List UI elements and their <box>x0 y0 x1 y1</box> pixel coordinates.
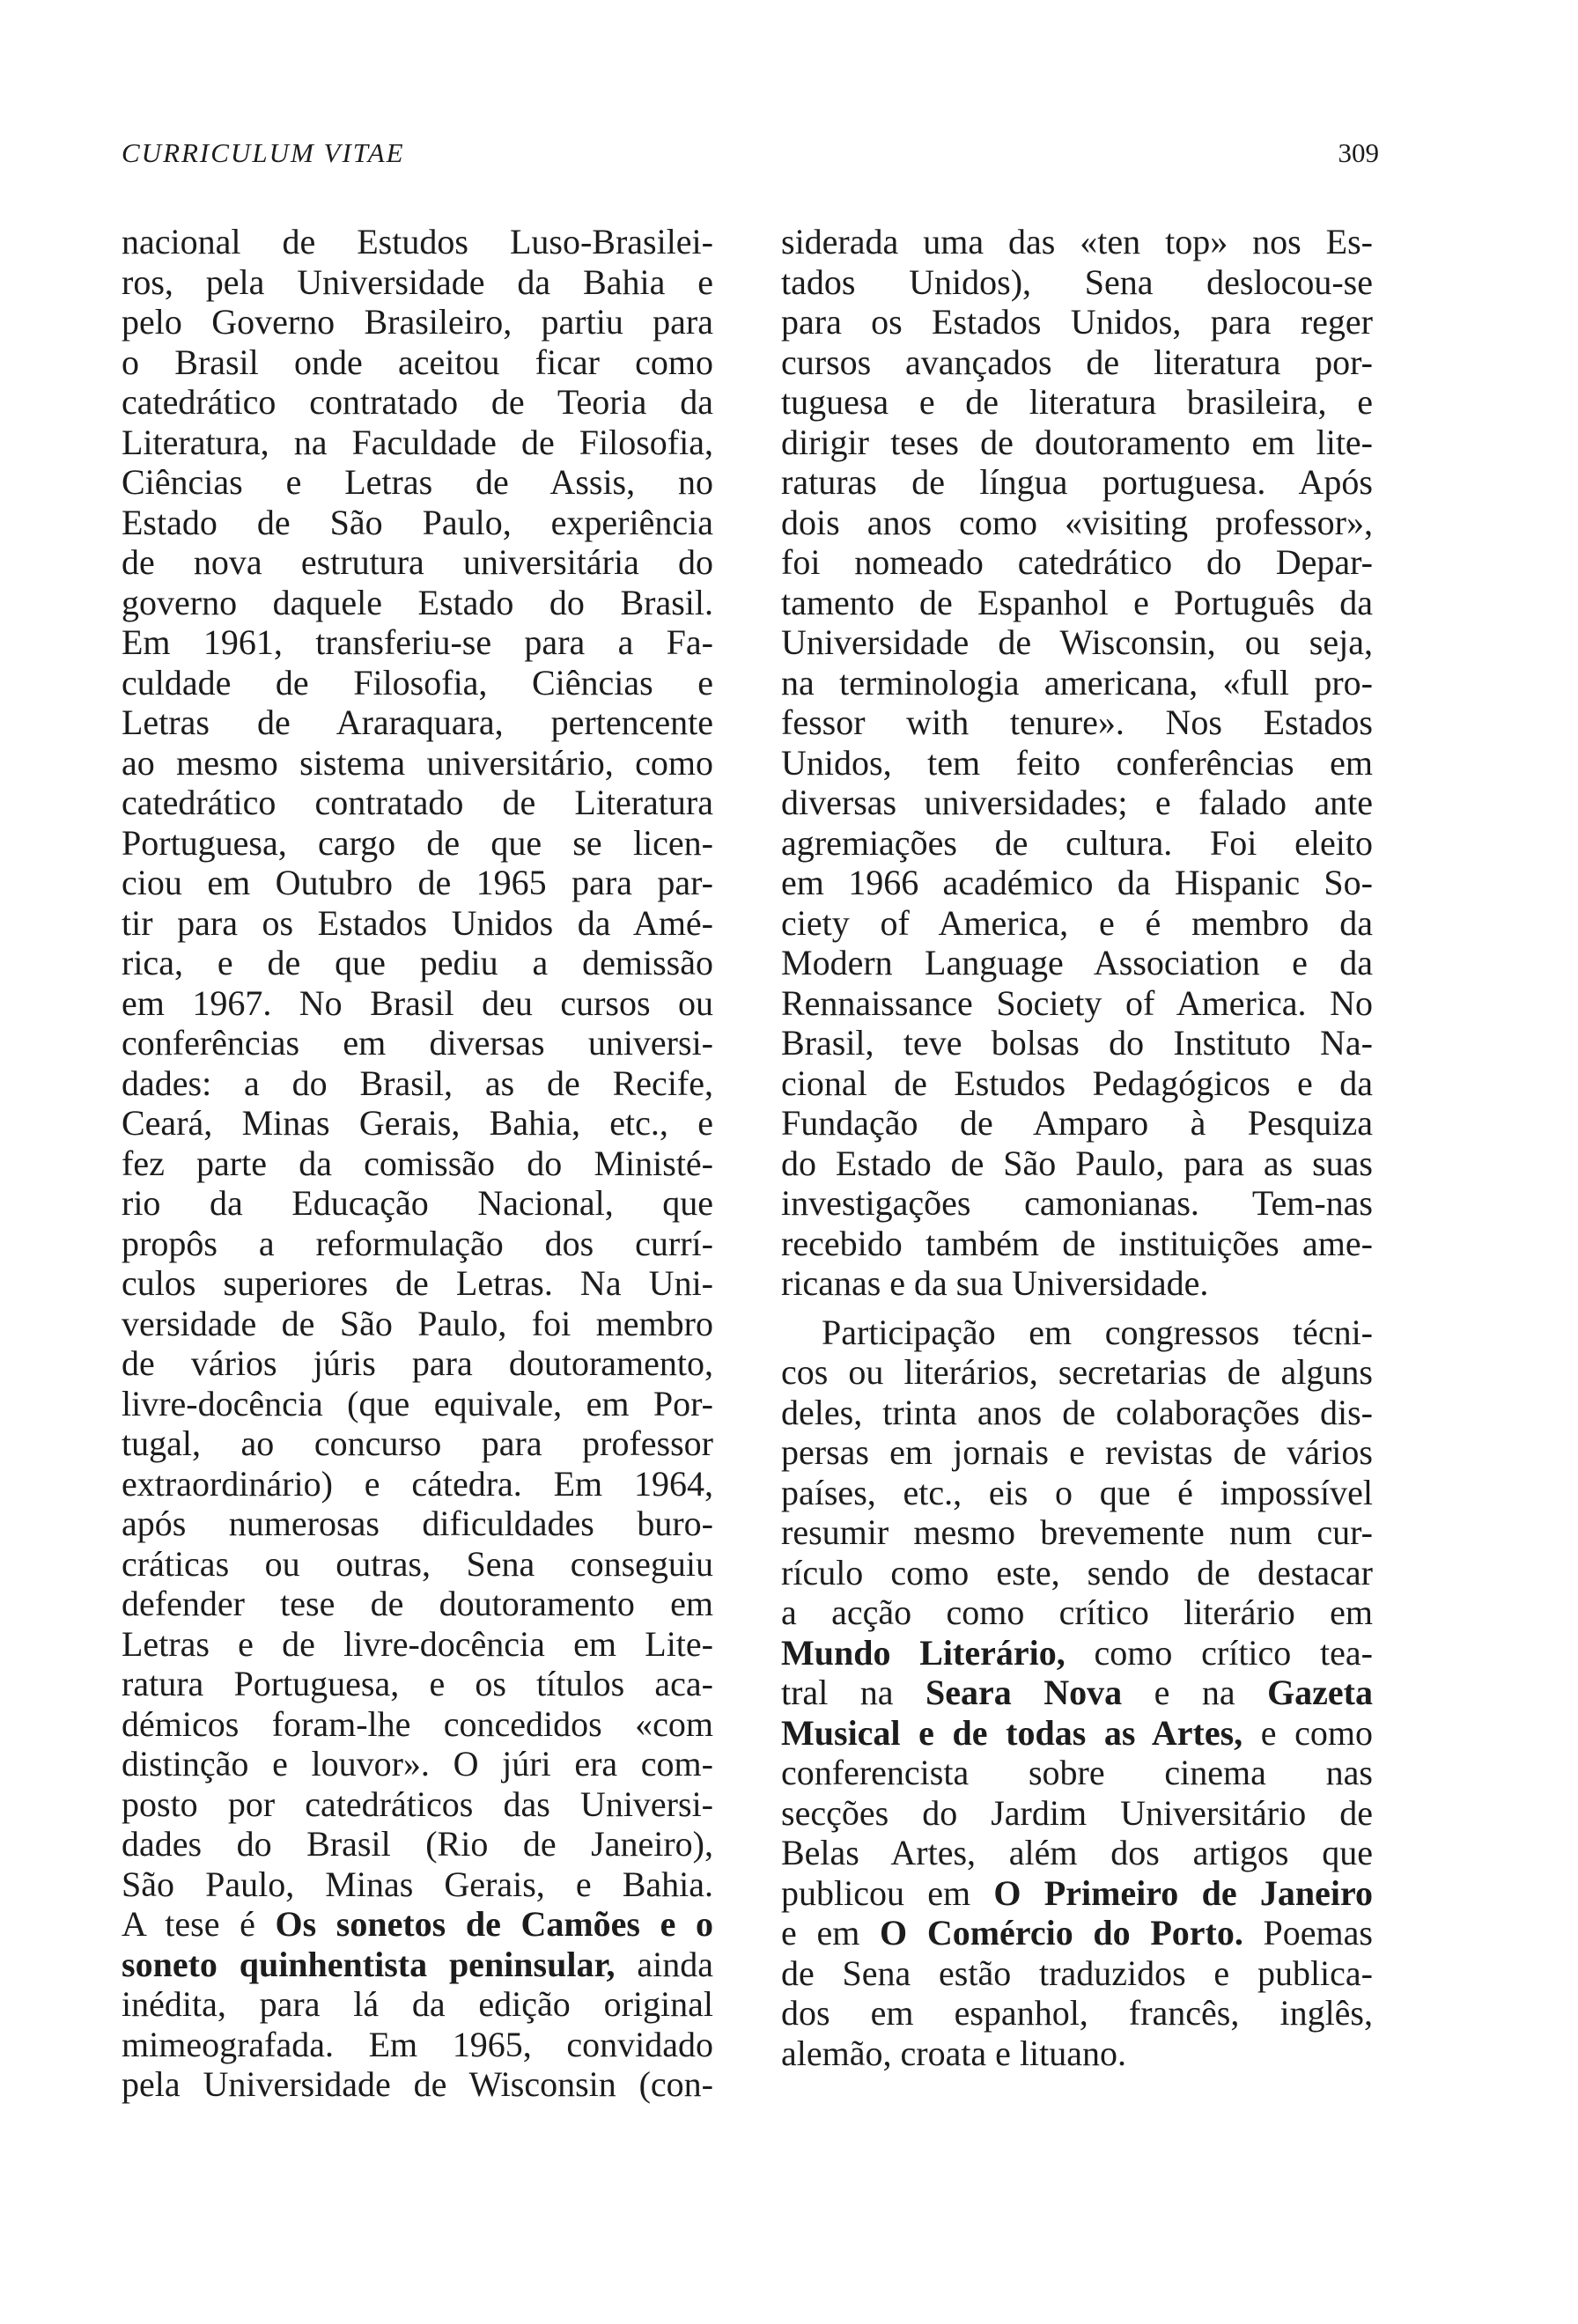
right-paragraph-2 <box>781 1313 1373 2074</box>
text-line: fez parte da comissão do Ministé- <box>122 1143 713 1183</box>
text-line: Em 1961, transferiu-se para a Fa- <box>122 622 713 662</box>
text-line: rica, e de que pediu a demissão <box>122 943 713 982</box>
text-run: tral na <box>781 1673 925 1712</box>
text-line: inédita, para lá da edição original <box>122 1984 713 2024</box>
text-line: ciety of America, e é membro da <box>781 902 1373 943</box>
text-line: para os Estados Unidos, para reger <box>781 302 1373 342</box>
text-line: rio da Educação Nacional, que <box>122 1183 713 1223</box>
text-line <box>781 1873 1373 1914</box>
text-line <box>781 1713 1373 1754</box>
text-line: tados Unidos), Sena deslocou-se <box>781 261 1373 302</box>
text-line: catedrático contratado de Teoria da <box>122 382 713 422</box>
text-line: diversas universidades; e falado ante <box>781 783 1373 822</box>
text-line: Estado de São Paulo, experiência <box>122 502 713 542</box>
text-line: ricanas e da sua Universidade. <box>781 1263 1209 1303</box>
text-line: cursos avançados de literatura por- <box>781 342 1373 382</box>
text-line: a acção como crítico literário em <box>781 1592 1373 1632</box>
text-line: governo daquele Estado do Brasil. <box>122 582 713 622</box>
text-line: cráticas ou outras, Sena conseguiu <box>122 1543 713 1584</box>
text-line <box>781 1673 1373 1713</box>
text-run: publicou em <box>781 1872 994 1913</box>
text-line: mimeografada. Em 1965, convidado <box>122 2024 713 2064</box>
text-line: Letras de Araraquara, pertencente <box>122 702 713 742</box>
text-line <box>781 1633 1373 1673</box>
text-line: dos em espanhol, francês, inglês, <box>781 1993 1373 2033</box>
text-line: dois anos como «visiting professor», <box>781 502 1373 542</box>
text-line: ciou em Outubro de 1965 para par- <box>122 863 713 902</box>
text-line: recebido também de instituições ame- <box>781 1223 1373 1263</box>
text-line: ros, pela Universidade da Bahia e <box>122 261 713 302</box>
right-column <box>781 222 1373 2073</box>
text-line: conferências em diversas universi- <box>122 1023 713 1063</box>
text-line: posto por catedráticos das Universi- <box>122 1783 713 1824</box>
text-line: culos superiores de Letras. Na Uni- <box>122 1263 713 1303</box>
text-line: agremiações de cultura. Foi eleito <box>781 822 1373 863</box>
text-line: alemão, croata e lituano. <box>781 2033 1127 2073</box>
running-head: CURRICULUM VITAE <box>122 137 405 168</box>
text-line: Ciências e Letras de Assis, no <box>122 462 713 502</box>
text-line: Participação em congressos técni- <box>822 1312 1373 1352</box>
text-line: Universidade de Wisconsin, ou seja, <box>781 622 1373 662</box>
text-line: foi nomeado catedrático do Depar- <box>781 542 1373 582</box>
text-line <box>122 1945 713 1985</box>
thesis-title: soneto quinhentista peninsular, <box>122 1944 616 1984</box>
text-run: e na <box>1122 1673 1268 1712</box>
periodical-title: Musical e de todas as Artes, <box>781 1712 1243 1753</box>
text-line: tugal, ao concurso para professor <box>122 1423 713 1463</box>
text-line: países, etc., eis o que é impossível <box>781 1472 1373 1512</box>
text-line: Portuguesa, cargo de que se licen- <box>122 822 713 863</box>
text-run: Poemas <box>1242 1913 1373 1953</box>
text-line: ao mesmo sistema universitário, como <box>122 742 713 783</box>
text-line: cos ou literários, secretarias de alguns <box>781 1352 1373 1392</box>
text-line: o Brasil onde aceitou ficar como <box>122 342 713 382</box>
text-line: Unidos, tem feito conferências em <box>781 742 1373 783</box>
text-line: deles, trinta anos de colaborações dis- <box>781 1392 1373 1432</box>
text-run: como crítico tea- <box>1065 1632 1373 1673</box>
text-line: São Paulo, Minas Gerais, e Bahia. <box>122 1864 713 1904</box>
text-line: de vários júris para doutoramento, <box>122 1343 713 1383</box>
text-run: A tese é <box>122 1904 276 1944</box>
text-line: versidade de São Paulo, foi membro <box>122 1303 713 1343</box>
left-column <box>122 222 713 2105</box>
page-number: 309 <box>1338 137 1379 168</box>
text-line: Modern Language Association e da <box>781 943 1373 982</box>
text-line: de nova estrutura universitária do <box>122 542 713 582</box>
text-line: ratura Portuguesa, e os títulos aca- <box>122 1664 713 1703</box>
text-run: e em <box>781 1913 881 1953</box>
text-line: após numerosas dificuldades buro- <box>122 1504 713 1543</box>
text-line <box>781 1913 1373 1953</box>
text-line: em 1967. No Brasil deu cursos ou <box>122 982 713 1023</box>
text-line: tir para os Estados Unidos da Amé- <box>122 902 713 943</box>
text-line: defender tese de doutoramento em <box>122 1584 713 1623</box>
text-line: resumir mesmo brevemente num cur- <box>781 1512 1373 1552</box>
text-line: dades: a do Brasil, as de Recife, <box>122 1063 713 1103</box>
paragraph-gap <box>781 1304 1373 1313</box>
text-line: cional de Estudos Pedagógicos e da <box>781 1063 1373 1103</box>
text-line: Brasil, teve bolsas do Instituto Na- <box>781 1023 1373 1063</box>
text-line: dirigir teses de doutoramento em lite- <box>781 422 1373 462</box>
text-line: démicos foram-lhe concedidos «com <box>122 1703 713 1744</box>
text-line: conferencista sobre cinema nas <box>781 1753 1373 1792</box>
text-line: pela Universidade de Wisconsin (con- <box>122 2064 713 2104</box>
periodical-title: Mundo Literário, <box>781 1632 1066 1673</box>
text-line: rículo como este, sendo de destacar <box>781 1552 1373 1592</box>
thesis-title: Os sonetos de Camões e o <box>275 1904 713 1944</box>
text-line: tamento de Espanhol e Português da <box>781 582 1373 622</box>
text-line: siderada uma das «ten top» nos Es- <box>781 222 1373 261</box>
text-line: Belas Artes, além dos artigos que <box>781 1833 1373 1872</box>
periodical-title: Gazeta <box>1267 1673 1374 1712</box>
text-line: na terminologia americana, «full pro- <box>781 662 1373 702</box>
periodical-title: O Comércio do Porto. <box>880 1913 1243 1953</box>
text-line: investigações camonianas. Tem-nas <box>781 1183 1373 1223</box>
periodical-title: O Primeiro de Janeiro <box>993 1872 1373 1913</box>
text-run: e como <box>1242 1712 1374 1753</box>
text-line: Rennaissance Society of America. No <box>781 982 1373 1023</box>
text-line: Ceará, Minas Gerais, Bahia, etc., e <box>122 1103 713 1143</box>
text-run: ainda <box>615 1944 714 1984</box>
text-line: raturas de língua portuguesa. Após <box>781 462 1373 502</box>
text-line: Letras e de livre-docência em Lite- <box>122 1623 713 1664</box>
text-line: em 1966 académico da Hispanic So- <box>781 863 1373 902</box>
left-paragraph <box>122 222 713 2105</box>
text-line: do Estado de São Paulo, para as suas <box>781 1143 1373 1183</box>
text-line: dades do Brasil (Rio de Janeiro), <box>122 1824 713 1864</box>
text-line <box>122 1904 713 1945</box>
text-line: nacional de Estudos Luso-Brasilei- <box>122 222 713 261</box>
text-line: de Sena estão traduzidos e publica- <box>781 1953 1373 1993</box>
periodical-title: Seara Nova <box>925 1673 1123 1712</box>
text-line: secções do Jardim Universitário de <box>781 1792 1373 1833</box>
text-line: fessor with tenure». Nos Estados <box>781 702 1373 742</box>
text-line: distinção e louvor». O júri era com- <box>122 1744 713 1783</box>
text-line: Fundação de Amparo à Pesquiza <box>781 1103 1373 1143</box>
text-line: extraordinário) e cátedra. Em 1964, <box>122 1463 713 1504</box>
text-line: propôs a reformulação dos currí- <box>122 1223 713 1263</box>
text-line: pelo Governo Brasileiro, partiu para <box>122 302 713 342</box>
text-line: tuguesa e de literatura brasileira, e <box>781 382 1373 422</box>
text-line: catedrático contratado de Literatura <box>122 783 713 822</box>
text-line: persas em jornais e revistas de vários <box>781 1432 1373 1472</box>
right-paragraph-1 <box>781 222 1373 1304</box>
text-line: livre-docência (que equivale, em Por- <box>122 1383 713 1423</box>
text-line: Literatura, na Faculdade de Filosofia, <box>122 422 713 462</box>
text-line: culdade de Filosofia, Ciências e <box>122 662 713 702</box>
